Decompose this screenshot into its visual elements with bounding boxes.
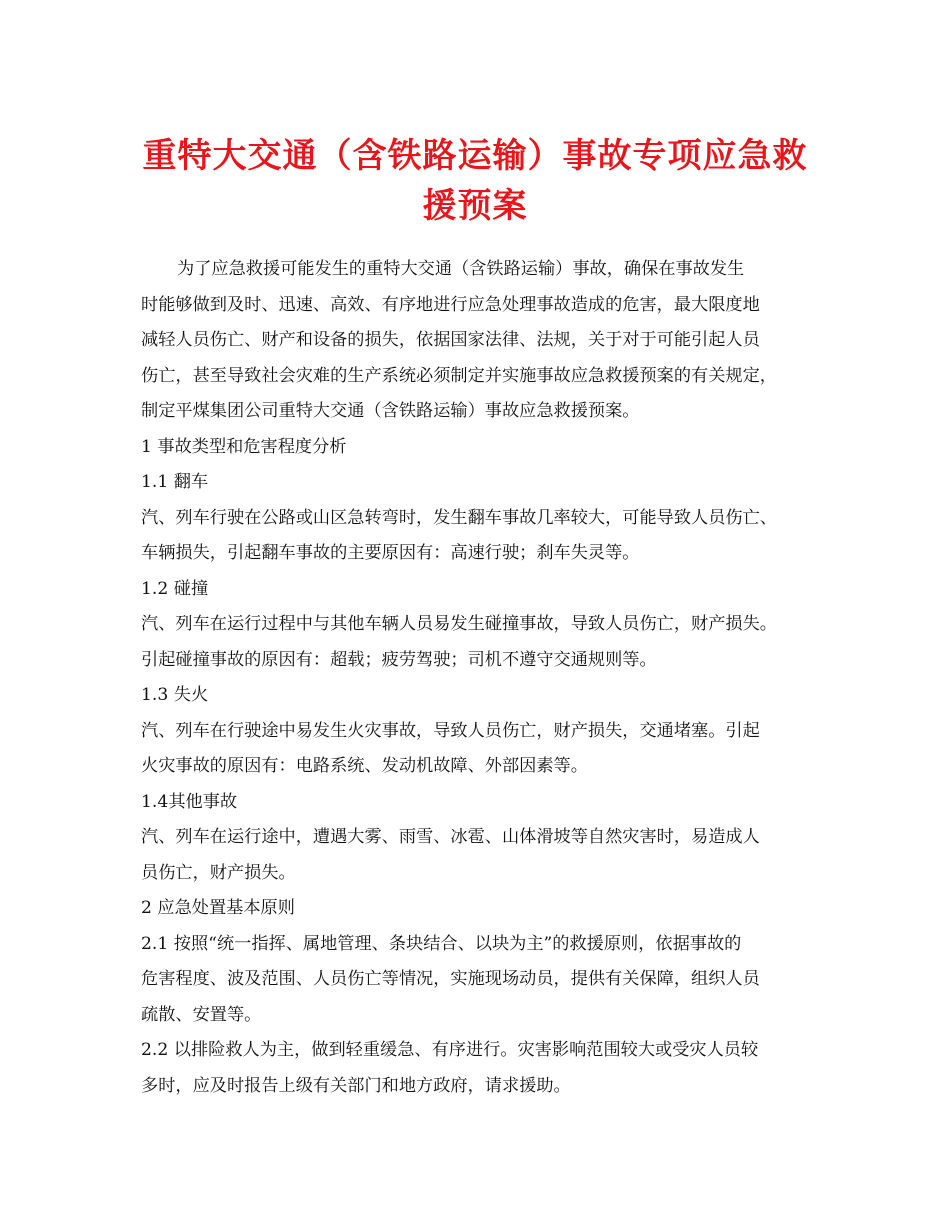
section-heading: 2 应急处置基本原则 [141, 898, 295, 918]
paragraph-line: 2.2 以排险救人为主，做到轻重缓急、有序进行。灾害影响范围较大或受灾人员较 [141, 1040, 759, 1060]
paragraph-line: 为了应急救援可能发生的重特大交通（含铁路运输）事故，确保在事故发生 [177, 259, 745, 279]
paragraph-line: 疏散、安置等。 [141, 1004, 262, 1025]
paragraph-line: 火灾事故的原因有：电路系统、发动机故障、外部因素等。 [141, 756, 588, 776]
section-heading: 1 事故类型和危害程度分析 [141, 436, 347, 457]
paragraph-line: 制定平煤集团公司重特大交通（含铁路运输）事故应急救援预案。 [141, 401, 640, 421]
paragraph-line: 汽、列车行驶在公路或山区急转弯时，发生翻车事故几率较大，可能导致人员伤亡、 [141, 507, 777, 528]
paragraph-line: 2.1 按照“统一指挥、属地管理、条块结合、以块为主”的救援原则，依据事故的 [141, 933, 742, 954]
paragraph-line: 员伤亡，财产损失。 [141, 862, 296, 883]
paragraph-line: 时能够做到及时、迅速、高效、有序地进行应急处理事故造成的危害，最大限度地 [141, 294, 760, 315]
subsection-heading: 1.2 碰撞 [141, 578, 209, 599]
subsection-heading: 1.3 失火 [141, 685, 209, 705]
paragraph-line: 汽、列车在运行途中，遭遇大雾、雨雪、冰雹、山体滑坡等自然灾害时，易造成人 [141, 827, 760, 847]
subsection-heading: 1.4其他事故 [141, 791, 238, 812]
paragraph-line: 危害程度、波及范围、人员伤亡等情况，实施现场动员，提供有关保障，组织人员 [141, 969, 760, 989]
document-title-line-2: 援预案 [422, 186, 528, 226]
document-title-line-1: 重特大交通（含铁路运输）事故专项应急救 [142, 136, 808, 176]
paragraph-line: 引起碰撞事故的原因有：超载；疲劳驾驶；司机不遵守交通规则等。 [141, 649, 657, 670]
paragraph-line: 伤亡，甚至导致社会灾难的生产系统必须制定并实施事故应急救援预案的有关规定， [141, 365, 777, 386]
paragraph-line: 汽、列车在运行过程中与其他车辆人员易发生碰撞事故，导致人员伤亡，财产损失。 [141, 614, 777, 634]
subsection-heading: 1.1 翻车 [141, 472, 209, 492]
document-body [141, 252, 821, 1104]
paragraph-line: 车辆损失，引起翻车事故的主要原因有：高速行驶；刹车失灵等。 [141, 543, 640, 563]
paragraph-line: 汽、列车在行驶途中易发生火灾事故，导致人员伤亡，财产损失，交通堵塞。引起 [141, 720, 760, 741]
paragraph-line: 多时，应及时报告上级有关部门和地方政府，请求援助。 [141, 1075, 571, 1096]
paragraph-line: 减轻人员伤亡、财产和设备的损失，依据国家法律、法规，关于对于可能引起人员 [141, 330, 760, 350]
